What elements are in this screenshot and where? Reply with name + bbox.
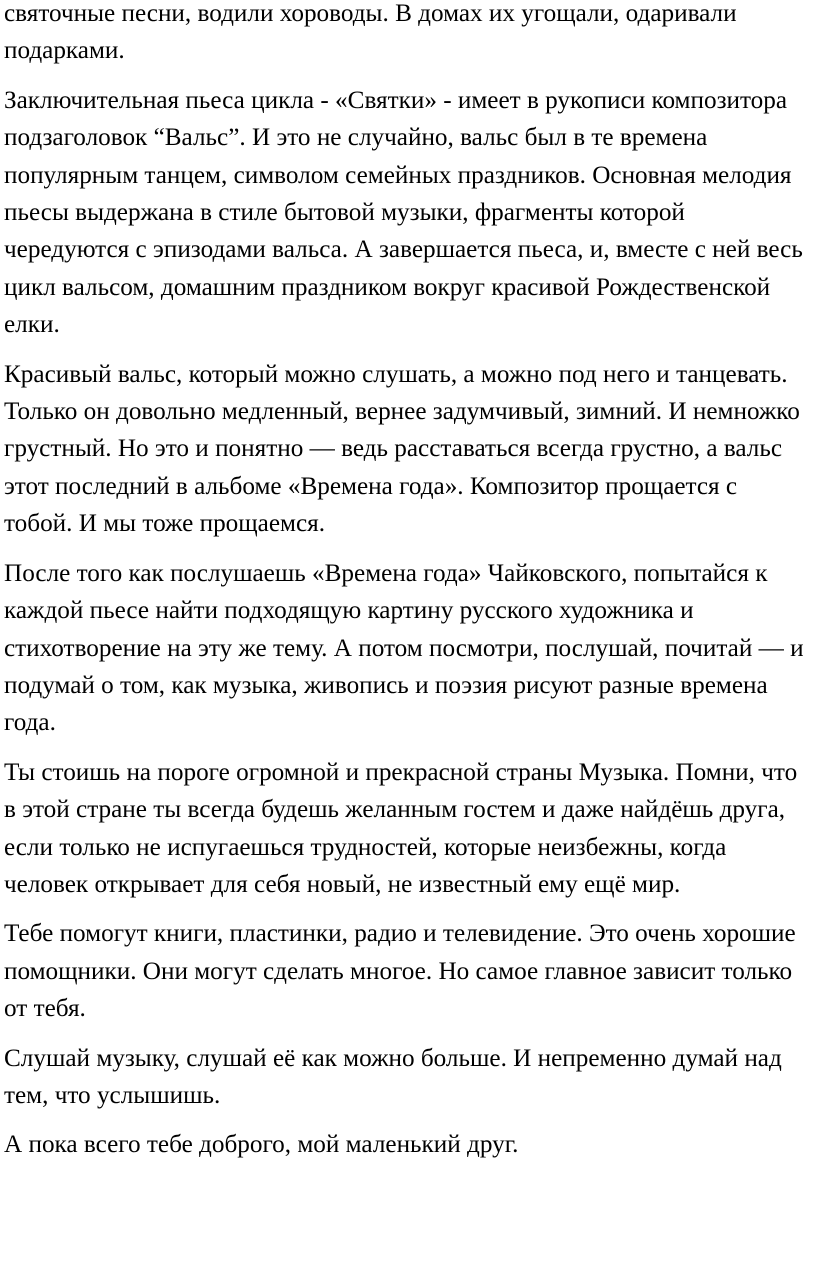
- paragraph-1: святочные песни, водили хороводы. В домах их угощали, одаривали подарками.: [4, 0, 737, 65]
- paragraph-7: Слушай музыку, слушай её как можно больше. И непременно думай над тем, что услышишь.: [4, 1044, 782, 1109]
- paragraph-2: Заключительная пьеса цикла - «Святки» - имеет в рукописи композитора подзаголовок “Вальс”. И это не случайно, вальс был в те времена популярным танцем, символом семейных праздников. Основная мелодия пьесы выдержана в стиле бытовой музыки, фрагменты которой чередуются с эпизодами вальса. А завершается пьеса, и, вместе с ней весь цикл вальсом, домашним праздником вокруг красивой Рождественской елки.: [4, 86, 803, 339]
- paragraph-5: Ты стоишь на пороге огромной и прекрасной страны Музыка. Помни, что в этой стране ты всегда будешь желанным гостем и даже найдёшь друга, если только не испугаешься трудностей, которые неизбежны, когда человек открывает для себя новый, не известный ему ещё мир.: [4, 758, 798, 898]
- paragraph-4: После того как послушаешь «Времена года» Чайковского, попытайся к каждой пьесе найти подходящую картину русского художника и стихотворение на эту же тему. А потом посмотри, послушай, почитай — и подумай о том, как музыка, живопись и поэзия рисуют разные времена года.: [4, 559, 804, 737]
- paragraph-6: Тебе помогут книги, пластинки, радио и телевидение. Это очень хорошие помощники. Они могут сделать многое. Но самое главное зависит только от тебя.: [4, 920, 796, 1023]
- paragraph-3: Красивый вальс, который можно слушать, а можно под него и танцевать. Только он довольно медленный, вернее задумчивый, зимний. И немножко грустный. Но это и понятно — ведь расставаться всегда грустно, а вальс этот последний в альбоме «Времена года». Композитор прощается с тобой. И мы тоже прощаемся.: [4, 360, 800, 538]
- paragraph-8: А пока всего тебе доброго, мой маленький друг.: [4, 1131, 519, 1159]
